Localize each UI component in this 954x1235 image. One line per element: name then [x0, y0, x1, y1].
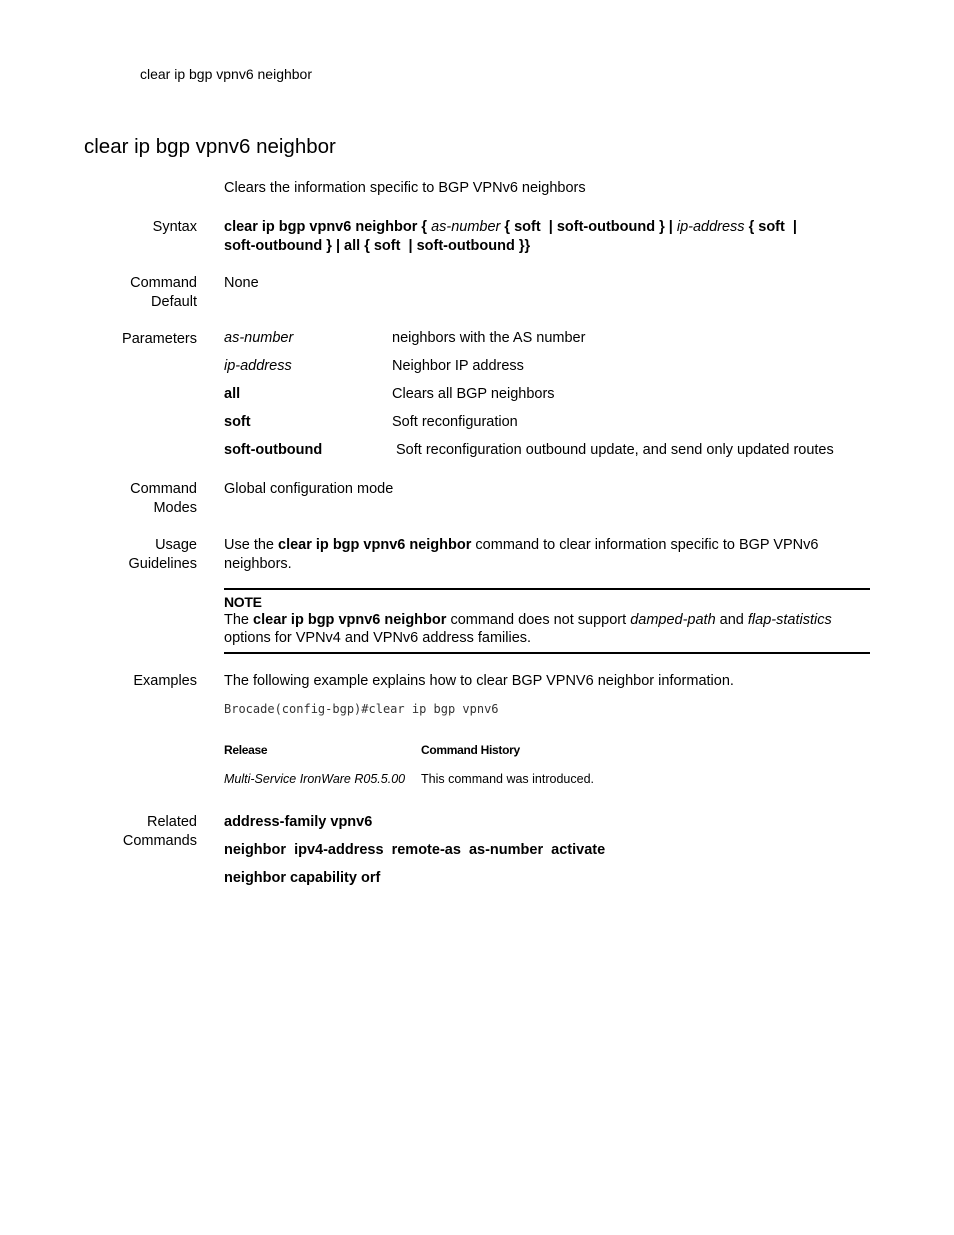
label-line: Command	[130, 275, 197, 291]
syntax-part: { soft	[504, 219, 541, 235]
related-command-text: address-family vpnv6	[224, 814, 373, 830]
related-command-text: neighbor capability orf	[224, 870, 381, 886]
related-command-link[interactable]	[224, 813, 372, 832]
param-desc: Soft reconfiguration outbound update, and send only updated routes	[396, 442, 834, 458]
syntax-part: | all { soft	[335, 238, 401, 254]
history-note: This command was introduced.	[421, 772, 594, 786]
related-command-link[interactable]	[224, 841, 605, 860]
label-line: Default	[151, 294, 197, 310]
history-header-release: Release	[224, 743, 268, 757]
param-name-text: all	[224, 386, 241, 402]
examples-label: Examples	[133, 673, 197, 689]
param-name-text: ip-address	[224, 358, 292, 374]
syntax-part: clear ip bgp vpnv6 neighbor {	[224, 219, 428, 235]
label-line: Usage	[155, 537, 197, 553]
param-desc: Soft reconfiguration	[392, 414, 518, 430]
command-modes-value: Global configuration mode	[224, 481, 394, 497]
param-name	[224, 386, 240, 402]
note-part: options for VPNv4 and VPNv6 address families.	[224, 630, 532, 646]
label-line: Modes	[153, 500, 197, 516]
usage-guidelines-label	[128, 536, 197, 574]
param-desc: Neighbor IP address	[392, 358, 524, 374]
history-release-text: Multi-Service IronWare R05.5.00	[224, 772, 406, 786]
parameters-label: Parameters	[122, 331, 197, 347]
note-title: NOTE	[224, 594, 262, 610]
command-modes-label	[130, 480, 197, 518]
syntax-part: soft-outbound }	[224, 238, 332, 254]
param-name	[224, 330, 293, 346]
syntax-part: |	[668, 219, 673, 235]
syntax-label: Syntax	[152, 219, 197, 235]
note-part: The	[224, 612, 249, 628]
usage-text	[224, 536, 874, 574]
label-line: Guidelines	[128, 556, 197, 572]
param-name	[224, 358, 292, 374]
usage-part: clear ip bgp vpnv6 neighbor	[278, 537, 472, 553]
examples-intro: The following example explains how to clear BGP VPNV6 neighbor information.	[224, 673, 734, 689]
param-name-text: soft-outbound	[224, 442, 323, 458]
label-line: Commands	[122, 833, 197, 849]
label-line: Command	[130, 481, 197, 497]
note-box	[224, 588, 870, 654]
related-command-link[interactable]	[224, 869, 380, 888]
related-commands-label	[123, 813, 197, 851]
syntax-part: { soft	[748, 219, 785, 235]
syntax-part: ip-address	[676, 219, 745, 235]
command-default-label	[130, 274, 197, 312]
note-part: flap-statistics	[747, 612, 832, 628]
usage-part: neighbors.	[224, 556, 292, 572]
syntax-part: as-number	[431, 219, 501, 235]
usage-part: command to clear information specific to BGP VPNv6	[475, 537, 819, 553]
syntax-part: | soft-outbound }	[548, 219, 665, 235]
param-name-text: soft	[224, 414, 251, 430]
param-name	[224, 414, 251, 430]
code-sample: Brocade(config-bgp)#clear ip bgp vpnv6	[224, 702, 499, 716]
description: Clears the information specific to BGP VPNv6 neighbors	[224, 180, 586, 196]
page-title: clear ip bgp vpnv6 neighbor	[84, 135, 336, 158]
usage-part: Use the	[224, 537, 274, 553]
syntax-text	[224, 218, 864, 256]
syntax-part: |	[792, 219, 797, 235]
label-line: Related	[147, 814, 197, 830]
command-default-value: None	[224, 275, 259, 291]
note-part: clear ip bgp vpnv6 neighbor	[253, 612, 447, 628]
syntax-part: | soft-outbound }}	[408, 238, 531, 254]
note-part: and	[719, 612, 744, 628]
param-desc: Clears all BGP neighbors	[392, 386, 555, 402]
history-release	[224, 772, 405, 786]
param-name	[224, 442, 322, 458]
related-command-text: neighbor ipv4-address remote-as as-number activate	[224, 842, 606, 858]
history-header-command-history: Command History	[421, 743, 520, 757]
note-part: damped-path	[630, 612, 716, 628]
param-desc: neighbors with the AS number	[392, 330, 586, 346]
param-name-text: as-number	[224, 330, 294, 346]
note-text	[224, 611, 864, 647]
running-header: clear ip bgp vpnv6 neighbor	[140, 66, 313, 82]
note-part: command does not support	[450, 612, 627, 628]
